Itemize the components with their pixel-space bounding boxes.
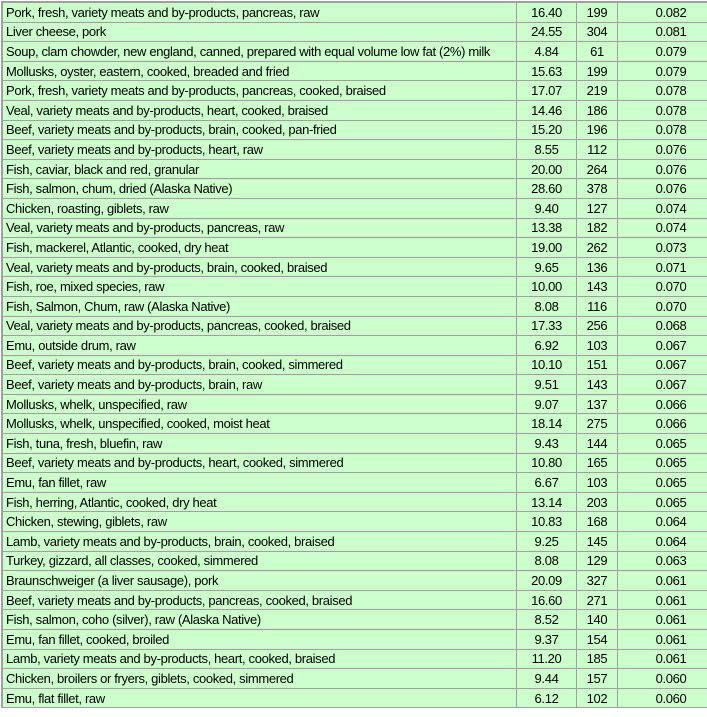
table-row	[2, 434, 707, 454]
value-1-cell: 10.80	[517, 453, 577, 473]
food-name-cell: Lamb, variety meats and by-products, brain, cooked, braised	[2, 532, 517, 552]
value-1-cell: 9.44	[517, 669, 577, 689]
table-row	[2, 22, 707, 42]
table-body	[2, 2, 707, 708]
value-1-cell: 11.20	[517, 649, 577, 669]
table-row	[2, 81, 707, 101]
value-2-cell: 199	[577, 2, 618, 22]
value-2-cell: 102	[577, 688, 618, 708]
value-3-cell: 0.061	[618, 590, 707, 610]
food-name-cell: Fish, mackerel, Atlantic, cooked, dry heat	[2, 238, 517, 258]
value-3-cell: 0.061	[618, 649, 707, 669]
value-3-cell: 0.076	[618, 179, 707, 199]
table-row	[2, 630, 707, 650]
value-2-cell: 275	[577, 414, 618, 434]
value-2-cell: 186	[577, 100, 618, 120]
value-2-cell: 256	[577, 316, 618, 336]
food-name-cell: Pork, fresh, variety meats and by-products, pancreas, cooked, braised	[2, 81, 517, 101]
value-3-cell: 0.076	[618, 159, 707, 179]
value-2-cell: 196	[577, 120, 618, 140]
value-3-cell: 0.061	[618, 630, 707, 650]
value-2-cell: 116	[577, 296, 618, 316]
value-2-cell: 140	[577, 610, 618, 630]
table-row	[2, 277, 707, 297]
value-3-cell: 0.066	[618, 414, 707, 434]
value-1-cell: 9.37	[517, 630, 577, 650]
table-row	[2, 375, 707, 395]
food-name-cell: Mollusks, oyster, eastern, cooked, breaded and fried	[2, 61, 517, 81]
food-name-cell: Emu, fan fillet, raw	[2, 473, 517, 493]
table-row	[2, 571, 707, 591]
food-name-cell: Beef, variety meats and by-products, brain, cooked, pan-fried	[2, 120, 517, 140]
food-name-cell: Fish, herring, Atlantic, cooked, dry heat	[2, 492, 517, 512]
value-1-cell: 15.63	[517, 61, 577, 81]
value-2-cell: 112	[577, 140, 618, 160]
table-row	[2, 61, 707, 81]
value-3-cell: 0.078	[618, 81, 707, 101]
table-row	[2, 669, 707, 689]
food-name-cell: Pork, fresh, variety meats and by-products, pancreas, raw	[2, 2, 517, 22]
value-2-cell: 144	[577, 434, 618, 454]
food-name-cell: Veal, variety meats and by-products, pancreas, cooked, braised	[2, 316, 517, 336]
value-1-cell: 9.51	[517, 375, 577, 395]
food-name-cell: Soup, clam chowder, new england, canned, prepared with equal volume low fat (2%) milk	[2, 42, 517, 62]
value-1-cell: 16.40	[517, 2, 577, 22]
value-2-cell: 271	[577, 590, 618, 610]
value-2-cell: 165	[577, 453, 618, 473]
value-1-cell: 13.38	[517, 218, 577, 238]
value-2-cell: 264	[577, 159, 618, 179]
table-row	[2, 238, 707, 258]
food-name-cell: Veal, variety meats and by-products, heart, cooked, braised	[2, 100, 517, 120]
value-1-cell: 8.08	[517, 551, 577, 571]
value-3-cell: 0.061	[618, 610, 707, 630]
value-3-cell: 0.079	[618, 61, 707, 81]
food-name-cell: Chicken, broilers or fryers, giblets, cooked, simmered	[2, 669, 517, 689]
value-3-cell: 0.065	[618, 492, 707, 512]
value-2-cell: 327	[577, 571, 618, 591]
value-1-cell: 6.67	[517, 473, 577, 493]
value-2-cell: 262	[577, 238, 618, 258]
table-row	[2, 120, 707, 140]
value-1-cell: 20.09	[517, 571, 577, 591]
table-row	[2, 100, 707, 120]
food-name-cell: Emu, outside drum, raw	[2, 336, 517, 356]
food-name-cell: Fish, Salmon, Chum, raw (Alaska Native)	[2, 296, 517, 316]
value-3-cell: 0.079	[618, 42, 707, 62]
value-1-cell: 15.20	[517, 120, 577, 140]
value-1-cell: 17.33	[517, 316, 577, 336]
table-row	[2, 159, 707, 179]
value-2-cell: 143	[577, 375, 618, 395]
food-name-cell: Mollusks, whelk, unspecified, raw	[2, 394, 517, 414]
value-1-cell: 9.65	[517, 257, 577, 277]
value-2-cell: 185	[577, 649, 618, 669]
value-2-cell: 61	[577, 42, 618, 62]
value-3-cell: 0.061	[618, 571, 707, 591]
food-name-cell: Lamb, variety meats and by-products, heart, cooked, braised	[2, 649, 517, 669]
value-2-cell: 137	[577, 394, 618, 414]
value-1-cell: 8.08	[517, 296, 577, 316]
value-1-cell: 6.12	[517, 688, 577, 708]
table-row	[2, 257, 707, 277]
table-row	[2, 179, 707, 199]
table-row	[2, 473, 707, 493]
food-name-cell: Liver cheese, pork	[2, 22, 517, 42]
food-name-cell: Veal, variety meats and by-products, brain, cooked, braised	[2, 257, 517, 277]
value-2-cell: 129	[577, 551, 618, 571]
table-row	[2, 649, 707, 669]
food-name-cell: Mollusks, whelk, unspecified, cooked, moist heat	[2, 414, 517, 434]
table-row	[2, 610, 707, 630]
value-1-cell: 6.92	[517, 336, 577, 356]
value-3-cell: 0.076	[618, 140, 707, 160]
value-3-cell: 0.068	[618, 316, 707, 336]
value-2-cell: 168	[577, 512, 618, 532]
value-3-cell: 0.070	[618, 277, 707, 297]
food-name-cell: Fish, tuna, fresh, bluefin, raw	[2, 434, 517, 454]
value-3-cell: 0.082	[618, 2, 707, 22]
table-row	[2, 2, 707, 22]
food-name-cell: Emu, fan fillet, cooked, broiled	[2, 630, 517, 650]
value-3-cell: 0.073	[618, 238, 707, 258]
food-name-cell: Beef, variety meats and by-products, heart, cooked, simmered	[2, 453, 517, 473]
value-1-cell: 17.07	[517, 81, 577, 101]
table-row	[2, 218, 707, 238]
food-name-cell: Fish, roe, mixed species, raw	[2, 277, 517, 297]
value-3-cell: 0.070	[618, 296, 707, 316]
value-1-cell: 9.43	[517, 434, 577, 454]
value-2-cell: 151	[577, 355, 618, 375]
value-2-cell: 203	[577, 492, 618, 512]
value-2-cell: 154	[577, 630, 618, 650]
value-3-cell: 0.078	[618, 120, 707, 140]
food-name-cell: Veal, variety meats and by-products, pancreas, raw	[2, 218, 517, 238]
value-3-cell: 0.066	[618, 394, 707, 414]
value-3-cell: 0.060	[618, 669, 707, 689]
food-name-cell: Emu, flat fillet, raw	[2, 688, 517, 708]
table-row	[2, 590, 707, 610]
table-row	[2, 512, 707, 532]
value-3-cell: 0.067	[618, 375, 707, 395]
value-1-cell: 10.00	[517, 277, 577, 297]
value-3-cell: 0.071	[618, 257, 707, 277]
value-3-cell: 0.067	[618, 355, 707, 375]
food-name-cell: Turkey, gizzard, all classes, cooked, simmered	[2, 551, 517, 571]
table-row	[2, 198, 707, 218]
value-1-cell: 24.55	[517, 22, 577, 42]
table-row	[2, 316, 707, 336]
table-row	[2, 355, 707, 375]
value-1-cell: 18.14	[517, 414, 577, 434]
value-1-cell: 16.60	[517, 590, 577, 610]
value-3-cell: 0.078	[618, 100, 707, 120]
value-2-cell: 182	[577, 218, 618, 238]
value-3-cell: 0.064	[618, 512, 707, 532]
value-2-cell: 378	[577, 179, 618, 199]
food-name-cell: Beef, variety meats and by-products, heart, raw	[2, 140, 517, 160]
value-1-cell: 10.10	[517, 355, 577, 375]
food-name-cell: Fish, caviar, black and red, granular	[2, 159, 517, 179]
value-3-cell: 0.074	[618, 198, 707, 218]
value-1-cell: 19.00	[517, 238, 577, 258]
value-1-cell: 10.83	[517, 512, 577, 532]
food-name-cell: Braunschweiger (a liver sausage), pork	[2, 571, 517, 591]
value-1-cell: 9.25	[517, 532, 577, 552]
table-row	[2, 336, 707, 356]
value-1-cell: 20.00	[517, 159, 577, 179]
value-2-cell: 157	[577, 669, 618, 689]
table-row	[2, 688, 707, 708]
value-2-cell: 127	[577, 198, 618, 218]
value-3-cell: 0.060	[618, 688, 707, 708]
value-2-cell: 219	[577, 81, 618, 101]
table-row	[2, 140, 707, 160]
table-row	[2, 492, 707, 512]
value-1-cell: 9.40	[517, 198, 577, 218]
value-2-cell: 143	[577, 277, 618, 297]
table-row	[2, 394, 707, 414]
value-1-cell: 4.84	[517, 42, 577, 62]
value-3-cell: 0.065	[618, 453, 707, 473]
value-1-cell: 28.60	[517, 179, 577, 199]
value-2-cell: 304	[577, 22, 618, 42]
value-3-cell: 0.064	[618, 532, 707, 552]
value-2-cell: 103	[577, 336, 618, 356]
food-name-cell: Fish, salmon, chum, dried (Alaska Native)	[2, 179, 517, 199]
table-row	[2, 296, 707, 316]
food-name-cell: Chicken, roasting, giblets, raw	[2, 198, 517, 218]
value-1-cell: 9.07	[517, 394, 577, 414]
value-1-cell: 8.55	[517, 140, 577, 160]
value-2-cell: 199	[577, 61, 618, 81]
food-name-cell: Beef, variety meats and by-products, brain, raw	[2, 375, 517, 395]
food-nutrient-table	[1, 1, 707, 708]
table-row	[2, 414, 707, 434]
value-1-cell: 8.52	[517, 610, 577, 630]
value-2-cell: 136	[577, 257, 618, 277]
table-row	[2, 42, 707, 62]
value-1-cell: 14.46	[517, 100, 577, 120]
value-3-cell: 0.065	[618, 434, 707, 454]
table-row	[2, 532, 707, 552]
table-row	[2, 551, 707, 571]
value-2-cell: 103	[577, 473, 618, 493]
value-3-cell: 0.065	[618, 473, 707, 493]
table-row	[2, 453, 707, 473]
food-name-cell: Fish, salmon, coho (silver), raw (Alaska Native)	[2, 610, 517, 630]
food-name-cell: Beef, variety meats and by-products, brain, cooked, simmered	[2, 355, 517, 375]
value-1-cell: 13.14	[517, 492, 577, 512]
food-name-cell: Beef, variety meats and by-products, pancreas, cooked, braised	[2, 590, 517, 610]
food-name-cell: Chicken, stewing, giblets, raw	[2, 512, 517, 532]
value-3-cell: 0.067	[618, 336, 707, 356]
value-3-cell: 0.074	[618, 218, 707, 238]
value-2-cell: 145	[577, 532, 618, 552]
value-3-cell: 0.063	[618, 551, 707, 571]
value-3-cell: 0.081	[618, 22, 707, 42]
